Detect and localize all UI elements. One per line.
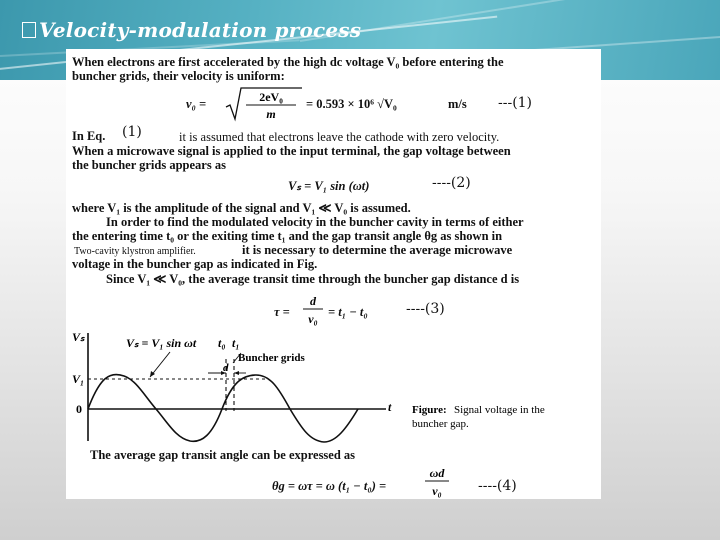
eq1-denominator: m	[266, 107, 276, 121]
signal-voltage-figure	[66, 325, 601, 447]
t0-label: t₀	[218, 336, 226, 350]
text-line-9b: it is necessary to determine the average microwave	[242, 243, 513, 257]
eq1-unit: m/s	[448, 97, 467, 111]
eq4-denominator: v₀	[432, 484, 442, 498]
text-line-3a: In Eq.	[72, 129, 106, 143]
eq1-lhs: v₀ =	[186, 97, 207, 111]
t1-label: t₁	[232, 336, 240, 350]
text-line-3b: it is assumed that electrons leave the cathode with zero velocity.	[179, 130, 500, 144]
text-line-11: Since V₁ ≪ V₀, the average transit time through the buncher gap distance d is	[106, 272, 520, 286]
eq-ref-inline: (1)	[122, 124, 142, 140]
eq3-fraction	[300, 291, 326, 329]
text-line-5: the buncher grids appears as	[72, 158, 226, 172]
eq4-fraction	[422, 463, 452, 499]
eq3-ref: ----(3)	[406, 301, 445, 317]
gap-d-label: d	[223, 362, 229, 374]
text-line-2: buncher grids, their velocity is uniform:	[72, 69, 285, 83]
eq1-sqrt-fraction	[224, 85, 304, 125]
missing-glyph-icon	[22, 22, 36, 38]
figure-caption-line-2: buncher gap.	[412, 418, 469, 430]
v1-label: V₁	[72, 372, 85, 386]
text-line-8: the entering time t₀ or the exiting time t₁ and the gap transit angle θg as shown in	[72, 229, 503, 243]
eq1-rhs: = 0.593 × 10⁶ √V₀	[306, 97, 397, 111]
figure-caption-line-1: Signal voltage in the	[454, 404, 545, 416]
figure-caption-bold: Figure:	[412, 404, 447, 416]
text-line-12: The average gap transit angle can be expressed as	[90, 448, 356, 462]
wave-label: Vₛ = V₁ sin ωt	[126, 336, 197, 350]
eq3-denominator: v₀	[308, 312, 318, 326]
text-line-10: voltage in the buncher gap as indicated in Fig.	[72, 257, 318, 271]
eq1-numerator: 2eV₀	[259, 90, 283, 104]
text-line-9a: Two-cavity klystron amplifier.	[74, 246, 196, 257]
slide-title: Velocity-modulation process	[22, 18, 361, 42]
text-line-1: When electrons are first accelerated by the high dc voltage V₀ before entering the	[72, 55, 504, 69]
eq3-lhs: τ =	[274, 305, 290, 319]
vs-axis-label: Vₛ	[72, 330, 85, 344]
eq1-ref: ---(1)	[498, 95, 533, 111]
eq4-numerator: ωd	[429, 466, 445, 480]
eq3-numerator: d	[310, 294, 316, 308]
eq3-rhs: = t₁ − t₀	[328, 305, 368, 319]
content-image	[66, 49, 601, 499]
text-line-7: In order to find the modulated velocity in the buncher cavity in terms of either	[106, 215, 524, 229]
buncher-grids-label: Buncher grids	[238, 352, 305, 364]
eq4-ref: ----(4)	[478, 478, 517, 494]
text-line-6: where V₁ is the amplitude of the signal and V₁ ≪ V₀ is assumed.	[72, 201, 411, 215]
t-axis-label: t	[388, 400, 392, 414]
text-line-4: When a microwave signal is applied to the input terminal, the gap voltage between	[72, 144, 511, 158]
eq4: θg = ωτ = ω (t₁ − t₀) =	[272, 479, 387, 493]
eq2: Vₛ = V₁ sin (ωt)	[288, 179, 370, 193]
zero-label: 0	[76, 402, 82, 416]
eq2-ref: ----(2)	[432, 175, 471, 191]
